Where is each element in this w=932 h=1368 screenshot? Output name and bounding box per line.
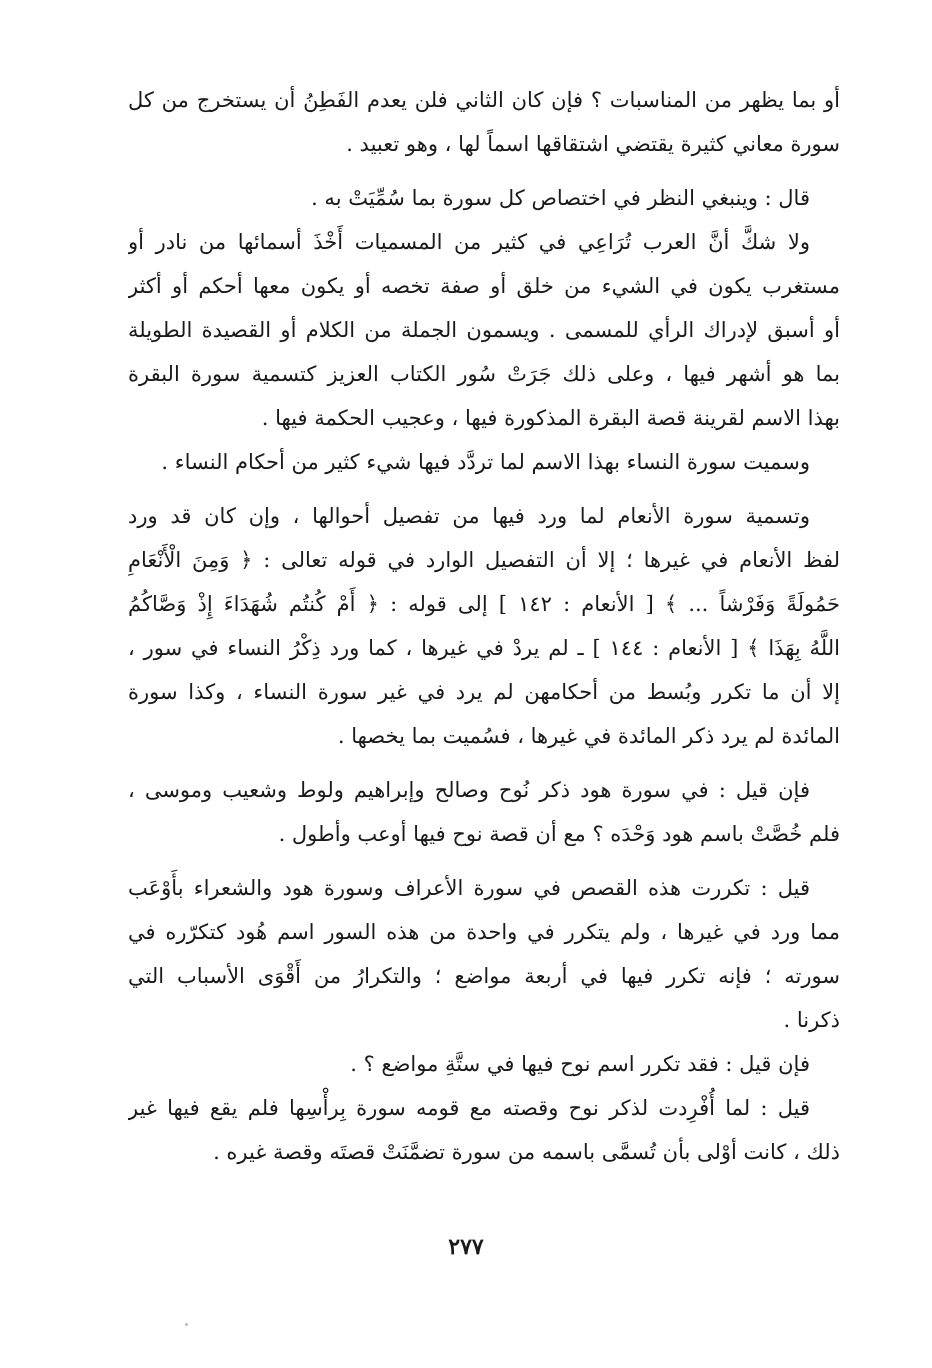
text-line: فإن قيل : في سورة هود ذكر نُوح وصالح وإبراهيم ولوط وشعيب وموسى ، bbox=[128, 778, 810, 802]
paragraph bbox=[128, 78, 840, 166]
paragraph bbox=[128, 176, 840, 220]
text-line: حَمُولَةً وَفَرْشاً ... ﴾ [ الأنعام : ١٤٢ ] إلى قوله : ﴿ أَمْ كُنتُم شُهَدَاءَ إِذْ وَصَّاكُمُ bbox=[128, 592, 840, 616]
text-line: مما ورد في غيرها ، ولم يتكرر في واحدة من هذه السور اسم هُود كتكرّره في bbox=[128, 920, 840, 944]
text-line: قال : وينبغي النظر في اختصاص كل سورة بما سُمِّيَتْ به . bbox=[311, 186, 810, 210]
paragraph bbox=[128, 1042, 840, 1086]
text-line: فلم خُصَّتْ باسم هود وَحْدَه ؟ مع أن قصة نوح فيها أوعب وأطول . bbox=[278, 822, 840, 846]
paragraph bbox=[128, 220, 840, 440]
text-line: قيل : لما أُفْرِدت لذكر نوح وقصته مع قومه سورة بِرأْسِها فلم يقع فيها غير bbox=[128, 1096, 810, 1120]
text-line: بهذا الاسم لقرينة قصة البقرة المذكورة فيها ، وعجيب الحكمة فيها . bbox=[261, 406, 840, 430]
text-line: ولا شكَّ أنَّ العرب تُرَاعِي في كثير من المسميات أَخْذَ أسمائها من نادر أو bbox=[128, 230, 810, 254]
text-line: قيل : تكررت هذه القصص في سورة الأعراف وسورة هود والشعراء بأَوْعَب bbox=[128, 876, 810, 900]
paragraph bbox=[128, 768, 840, 856]
text-line: وتسمية سورة الأنعام لما ورد فيها من تفصيل أحوالها ، وإن كان قد ورد bbox=[128, 504, 810, 528]
text-line: أو بما يظهر من المناسبات ؟ فإن كان الثاني فلن يعدم الفَطِنُ أن يستخرج من كل bbox=[128, 88, 840, 112]
paragraph bbox=[128, 440, 840, 484]
text-line: سورته ؛ فإنه تكرر فيها في أربعة مواضع ؛ والتكرارُ من أَقْوَى الأسباب التي bbox=[128, 964, 840, 988]
page-number: ٢٧٧ bbox=[448, 1234, 484, 1260]
text-line: مستغرب يكون في الشيء من خلق أو صفة تخصه أو يكون معها أحكم أو أكثر bbox=[128, 274, 840, 298]
page-body bbox=[128, 78, 840, 1174]
text-line: ذكرنا . bbox=[783, 1008, 840, 1032]
paragraph bbox=[128, 1086, 840, 1174]
text-line: بما هو أشهر فيها ، وعلى ذلك جَرَتْ سُور الكتاب العزيز كتسمية سورة البقرة bbox=[128, 362, 840, 386]
text-line: فإن قيل : فقد تكرر اسم نوح فيها في ستَّةِ مواضع ؟ . bbox=[350, 1052, 810, 1076]
text-line: أو أسبق لإدراك الرأي للمسمى . ويسمون الجملة من الكلام أو القصيدة الطويلة bbox=[128, 318, 840, 342]
text-line: سورة معاني كثيرة يقتضي اشتقاقها اسماً لها ، وهو تعبيد . bbox=[346, 132, 840, 156]
text-line: المائدة لم يرد ذكر المائدة في غيرها ، فسُميت بما يخصها . bbox=[337, 724, 840, 748]
text-line: إلا أن ما تكرر وبُسط من أحكامهن لم يرد في غير سورة النساء ، وكذا سورة bbox=[128, 680, 840, 704]
text-line: وسميت سورة النساء بهذا الاسم لما تردَّد فيها شيء كثير من أحكام النساء . bbox=[161, 450, 810, 474]
text-line: لفظ الأنعام في غيرها ؛ إلا أن التفصيل الوارد في قوله تعالى : ﴿ وَمِنَ الْأَنْعَامِ bbox=[128, 548, 840, 572]
scan-speck bbox=[185, 1323, 188, 1326]
text-line: ذلك ، كانت أوْلى بأن تُسمَّى باسمه من سورة تضمَّنَتْ قصتَه وقصة غيره . bbox=[213, 1140, 840, 1164]
paragraph bbox=[128, 494, 840, 758]
text-line: اللَّهُ بِهَذَا ﴾ [ الأنعام : ١٤٤ ] ـ لم يردْ في غيرها ، كما ورد ذِكْرُ النساء في سور ، bbox=[128, 636, 840, 660]
paragraph bbox=[128, 866, 840, 1042]
